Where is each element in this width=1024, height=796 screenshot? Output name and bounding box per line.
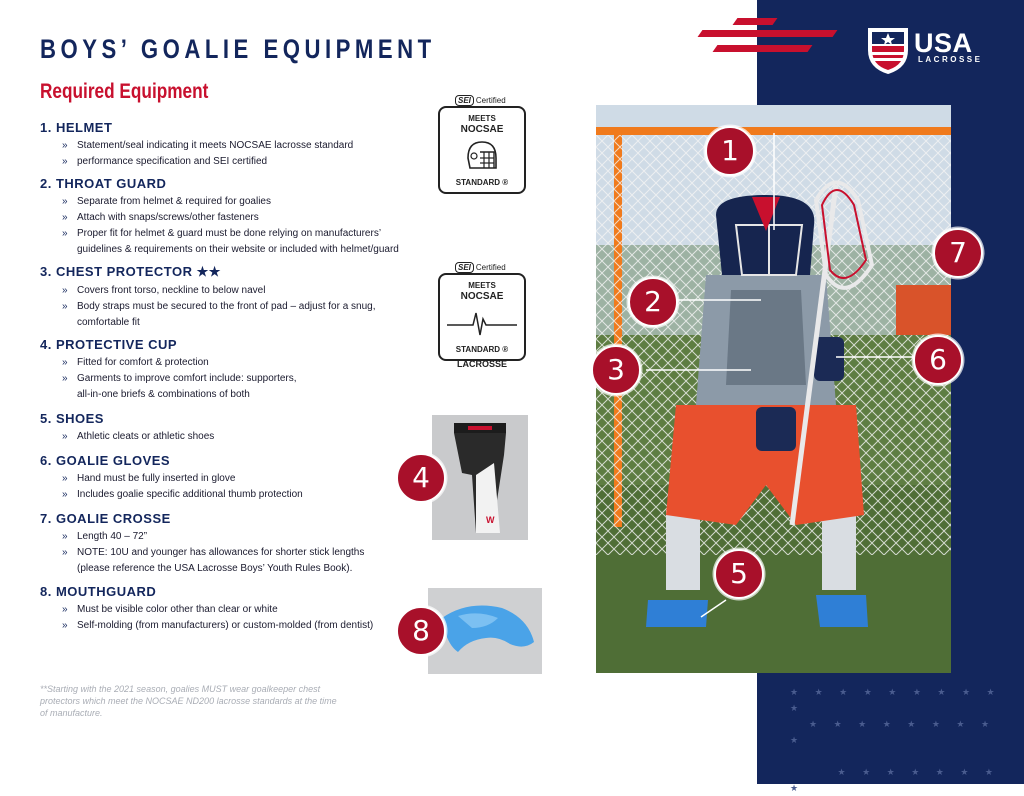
- section-heading: 8. MOUTHGUARD: [40, 584, 157, 599]
- seal-meets: MEETS: [468, 114, 496, 123]
- goalie-illustration: [596, 105, 951, 673]
- bullet: » performance specification and SEI certified: [62, 154, 353, 170]
- bullet-continuation: guidelines & requirements on their website or included with helmet/guard: [77, 244, 399, 255]
- seal-meets: MEETS: [468, 281, 496, 290]
- seal-nocsae: NOCSAE: [460, 291, 504, 302]
- footnote: **Starting with the 2021 season, goalies MUST wear goalkeeper chest protectors which meet the NOCSAE ND200 lacrosse standards at the time of manufacture.: [40, 684, 337, 718]
- bullet: » Garments to improve comfort include: supporters,: [62, 371, 297, 387]
- compression-shorts-icon: [432, 415, 528, 540]
- nocsae-chest-seal: [438, 273, 526, 361]
- bullet: » Fitted for comfort & protection: [62, 355, 297, 371]
- bullet: » Self-molding (from manufacturers) or custom-molded (from dentist): [62, 618, 373, 634]
- sei-certified-label: [455, 95, 506, 106]
- stripe-mid: [698, 30, 838, 37]
- page-title: BOYS’ GOALIE EQUIPMENT: [40, 34, 436, 64]
- marker-7: 7: [933, 228, 983, 278]
- helmet-icon: [462, 138, 502, 174]
- marker-8: 8: [396, 606, 446, 656]
- section-heading: 1. HELMET: [40, 120, 113, 135]
- section-shoes: [40, 411, 214, 445]
- goalie-photo: [596, 105, 951, 673]
- bullet: » Must be visible color other than clear or white: [62, 602, 373, 618]
- bullet-continuation: comfortable fit: [77, 317, 140, 328]
- bullet: » NOTE: 10U and younger has allowances for shorter stick lengths: [62, 545, 364, 561]
- sei-mark: SEI: [455, 262, 474, 273]
- certified-text: Certified: [475, 263, 506, 272]
- stripe-bottom: [713, 45, 813, 52]
- bullet: » Covers front torso, neckline to below navel: [62, 283, 376, 299]
- seal-lacrosse: LACROSSE: [456, 359, 507, 369]
- bullet: » Separate from helmet & required for goalies: [62, 194, 399, 210]
- marker-6: 6: [913, 335, 963, 385]
- marker-1: 1: [705, 126, 755, 176]
- section-subtitle: Required Equipment: [40, 80, 209, 103]
- brand-name: USA: [914, 28, 973, 58]
- bullet: » Attach with snaps/screws/other fasteners: [62, 210, 399, 226]
- seal-standard: STANDARD ®: [455, 178, 509, 187]
- marker-4: 4: [396, 453, 446, 503]
- marker-3: 3: [591, 345, 641, 395]
- stripe-top: [733, 18, 778, 25]
- nocsae-helmet-seal: [438, 106, 526, 194]
- svg-text:W: W: [486, 515, 495, 525]
- section-protective-cup: [40, 337, 297, 403]
- section-mouthguard: [40, 584, 373, 634]
- sei-mark: SEI: [455, 95, 474, 106]
- bullet: » Includes goalie specific additional thumb protection: [62, 487, 303, 503]
- bullet-continuation: all-in-one briefs & combinations of both: [77, 389, 250, 400]
- bullet: » Body straps must be secured to the front of pad – adjust for a snug,: [62, 299, 376, 315]
- seal-nocsae: NOCSAE: [460, 124, 504, 135]
- heartbeat-icon: [447, 309, 517, 339]
- section-goalie-gloves: [40, 453, 303, 503]
- section-chest-protector: [40, 264, 376, 331]
- section-heading: 6. GOALIE GLOVES: [40, 453, 171, 468]
- section-throat-guard: [40, 176, 399, 258]
- sei-certified-label: [455, 262, 506, 273]
- section-goalie-crosse: [40, 511, 364, 577]
- bullet: » Athletic cleats or athletic shoes: [62, 429, 214, 445]
- marker-2: 2: [628, 277, 678, 327]
- bullet: » Length 40 – 72”: [62, 529, 364, 545]
- bullet-continuation: (please reference the USA Lacrosse Boys’ Youth Rules Book).: [77, 563, 353, 574]
- brand-sub: LACROSSE: [918, 55, 983, 64]
- section-heading: 3. CHEST PROTECTOR ★★: [40, 264, 221, 279]
- marker-5: 5: [714, 549, 764, 599]
- bullet: » Proper fit for helmet & guard must be done relying on manufacturers’: [62, 226, 399, 242]
- section-heading: 2. THROAT GUARD: [40, 176, 167, 191]
- section-heading: 5. SHOES: [40, 411, 104, 426]
- star-pattern: ★ ★ ★ ★ ★ ★ ★ ★ ★ ★ ★ ★ ★ ★ ★ ★ ★ ★ ★ ★ ★ ★ ★ ★ ★ ★ ★: [790, 687, 1002, 793]
- bullet: » Statement/seal indicating it meets NOCSAE lacrosse standard: [62, 138, 353, 154]
- shield-icon: [866, 24, 910, 76]
- section-heading: 7. GOALIE CROSSE: [40, 511, 171, 526]
- section-heading: 4. PROTECTIVE CUP: [40, 337, 178, 352]
- certified-text: Certified: [475, 96, 506, 105]
- section-helmet: [40, 120, 353, 170]
- bullet: » Hand must be fully inserted in glove: [62, 471, 303, 487]
- protective-cup-image: [432, 415, 528, 540]
- seal-standard: STANDARD ®: [455, 345, 509, 354]
